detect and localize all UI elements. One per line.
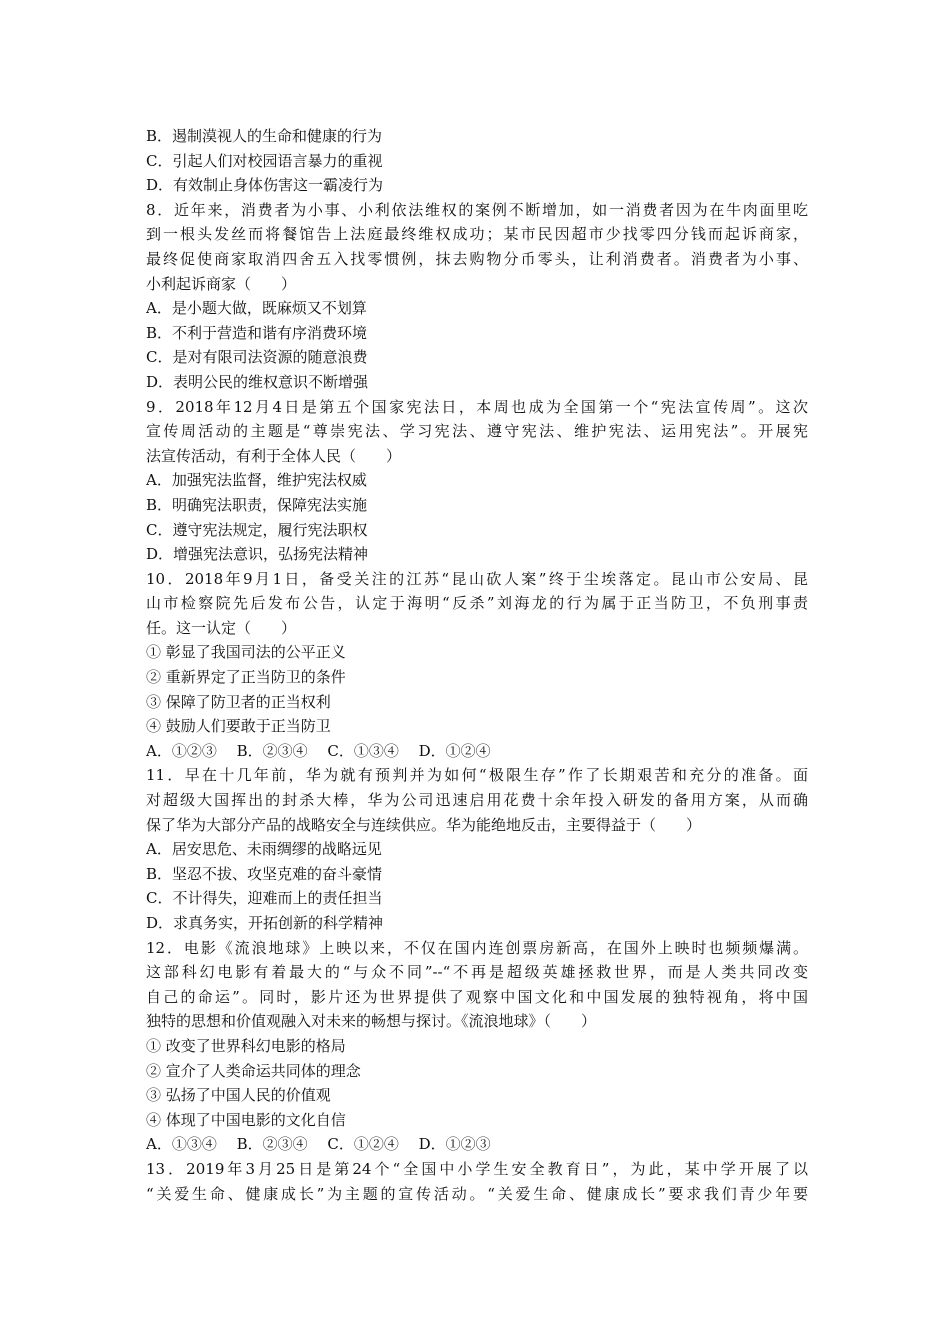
text-line: 9．2018年12月4日是第五个国家宪法日，本周也成为全国第一个“宪法宣传周”。这次 [146, 397, 808, 416]
text-line: ④ 体现了中国电影的文化自信 [146, 1110, 346, 1129]
text-line: A．加强宪法监督，维护宪法权威 [146, 471, 367, 490]
text-line: B．遏制漠视人的生命和健康的行为 [146, 127, 383, 145]
text-line: 宣传周活动的主题是“尊崇宪法、学习宪法、遵守宪法、维护宪法、运用宪法”。开展宪 [146, 422, 808, 441]
text-line: 到一根头发丝而将餐馆告上法庭最终维权成功；某市民因超市少找零四分钱而起诉商家， [146, 225, 808, 244]
text-line: 这部科幻电影有着最大的“与众不同”--“不再是超级英雄拯救世界，而是人类共同改变 [146, 963, 808, 982]
text-line: A．是小题大做，既麻烦又不划算 [146, 299, 367, 318]
text-line: 保了华为大部分产品的战略安全与连续供应。华为能绝地反击，主要得益于（ ） [146, 815, 702, 834]
text-line: ④ 鼓励人们要敢于正当防卫 [146, 717, 331, 736]
text-line: D．增强宪法意识，弘扬宪法精神 [146, 545, 369, 564]
text-line: ① 改变了世界科幻电影的格局 [146, 1036, 346, 1055]
text-line: C．是对有限司法资源的随意浪费 [146, 348, 368, 367]
text-line: B．不利于营造和谐有序消费环境 [146, 323, 368, 342]
text-line: 自己的命运”。同时，影片还为世界提供了观察中国文化和中国发展的独特视角，将中国 [146, 987, 808, 1006]
text-line: D．表明公民的维权意识不断增强 [146, 372, 369, 391]
text-line: A．①②③ B．②③④ C．①③④ D．①②④ [146, 741, 491, 760]
text-line: A．居安思危、未雨绸缪的战略远见 [146, 840, 382, 859]
text-line: D．有效制止身体伤害这一霸凌行为 [146, 176, 384, 195]
text-line: 任。这一认定（ ） [146, 618, 297, 637]
text-line: C．遵守宪法规定，履行宪法职权 [146, 520, 368, 539]
text-line: D．求真务实，开拓创新的科学精神 [146, 914, 384, 932]
text-line: B．坚忍不拔、攻坚克难的奋斗豪情 [146, 864, 383, 883]
text-line: ② 重新界定了正当防卫的条件 [146, 668, 346, 687]
text-line: 法宣传活动，有利于全体人民（ ） [146, 446, 402, 465]
text-line: 13．2019年3月25日是第24个“全国中小学生安全教育日”，为此，某中学开展了以 [146, 1159, 808, 1178]
text-line: 11．早在十几年前，华为就有预判并为如何“极限生存”作了长期艰苦和充分的准备。面 [146, 766, 808, 785]
text-line: 山市检察院先后发布公告，认定于海明“反杀”刘海龙的行为属于正当防卫，不负刑事责 [146, 594, 808, 613]
text-line: 8．近年来，消费者为小事、小利依法维权的案例不断增加，如一消费者因为在牛肉面里吃 [146, 200, 808, 219]
text-line: 对超级大国挥出的封杀大棒，华为公司迅速启用花费十余年投入研发的备用方案，从而确 [146, 791, 808, 810]
text-line: B．明确宪法职责，保障宪法实施 [146, 495, 368, 514]
text-line: 12．电影《流浪地球》上映以来，不仅在国内连创票房新高，在国外上映时也频频爆满。 [146, 938, 808, 957]
text-line: ② 宣介了人类命运共同体的理念 [146, 1061, 361, 1080]
text-line: 最终促使商家取消四舍五入找零惯例，抹去购物分币零头，让利消费者。消费者为小事、 [146, 249, 808, 268]
text-line: “关爱生命、健康成长”为主题的宣传活动。“关爱生命、健康成长”要求我们青少年要 [146, 1184, 808, 1203]
text-line: C．不计得失，迎难而上的责任担当 [146, 889, 383, 908]
text-line: 独特的思想和价值观融入对未来的畅想与探讨。《流浪地球》（ ） [146, 1012, 597, 1031]
text-line: ① 彰显了我国司法的公平正义 [146, 643, 346, 662]
text-line: 小利起诉商家（ ） [146, 274, 297, 293]
text-line: ③ 保障了防卫者的正当权利 [146, 692, 331, 711]
text-line: ③ 弘扬了中国人民的价值观 [146, 1086, 331, 1105]
text-line: A．①③④ B．②③④ C．①②④ D．①②③ [146, 1135, 491, 1154]
text-line: C．引起人们对校园语言暴力的重视 [146, 151, 383, 170]
text-line: 10．2018年9月1日，备受关注的江苏“昆山砍人案”终于尘埃落定。昆山市公安局、昆 [146, 569, 808, 588]
document-page [146, 124, 808, 1206]
